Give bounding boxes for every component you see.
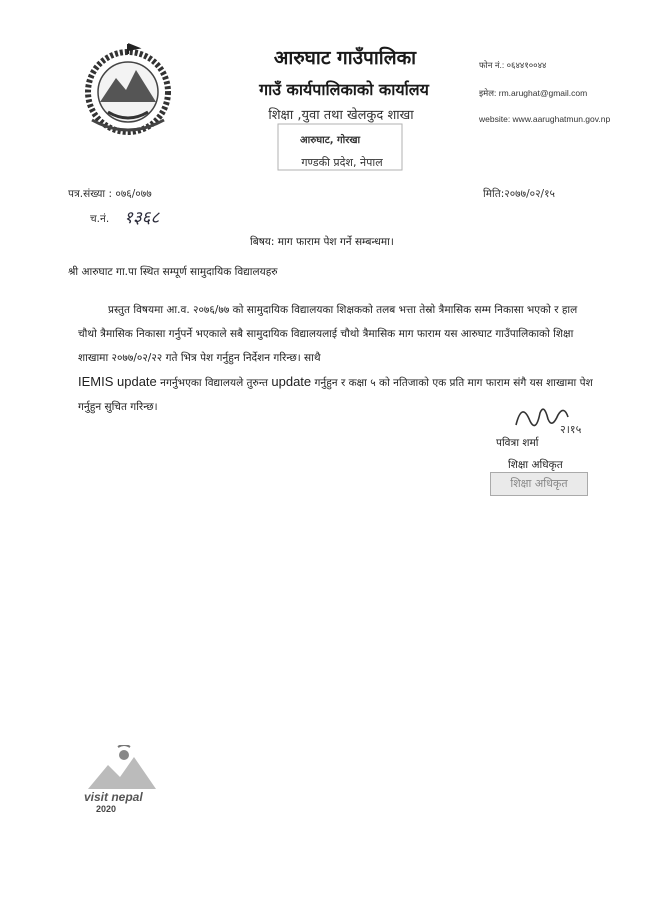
iemis-term: IEMIS update (78, 374, 157, 389)
dispatch-number-value: १३६८ (124, 208, 160, 228)
letter-date: मिति:२०७७/०२/१५ (483, 188, 555, 200)
stamp-text: आरुघाट, गोरखा (300, 135, 361, 146)
visit-nepal-word: visit nepal (84, 790, 143, 804)
body-paragraph-1 (78, 298, 598, 370)
letter-reference-number: पत्र.संख्या : ०७६/०७७ (68, 188, 152, 200)
letter-addressee: श्री आरुघाट गा.पा स्थित सम्पूर्ण सामुदायिक विद्यालयहरु (68, 266, 278, 278)
office-subtitle: गाउँ कार्यपालिकाको कार्यालय (259, 80, 429, 99)
office-address: गण्डकी प्रदेश, नेपाल (301, 156, 383, 169)
signatory-title: शिक्षा अधिकृत (508, 459, 563, 471)
dispatch-number-label: च.नं. (90, 213, 110, 225)
office-name: आरुघाट गाउँपालिका (273, 47, 417, 69)
designation-stamp: शिक्षा अधिकृत (490, 472, 588, 496)
visit-nepal-logo (78, 745, 174, 815)
phone-number: फोन नं.: ०६४४१००४४ (479, 60, 547, 70)
signature-date: २।१५ (560, 423, 582, 436)
body-text-3: गर्नुहुन र कक्षा ५ को नतिजाको एक प्रति माग फाराम संगै यस शाखामा पेश गर्नुहुन सुचित गरिन्छ। (78, 377, 593, 413)
visit-nepal-year: 2020 (96, 804, 117, 814)
government-emblem-logo (78, 40, 178, 140)
body-text-1: प्रस्तुत विषयमा आ.व. २०७६/७७ को सामुदायिक विद्यालयका शिक्षकको तलब भत्ता तेस्रो त्रैमासिक सम्म निकासा भएको र हाल चौथो त्रैमासिक निकासा गर्नुपर्ने भएकाले सबै सामुदायिक विद्यालयलाई चौथो त्रैमासिक माग फाराम यस आरुघाट गाउँपालिकाको शिक्षा शाखामा २०७७/०२/२२ गते भित्र पेश गर्नुहुन निर्देशन गरिन्छ। साथै (78, 304, 578, 364)
body-text-2: नगर्नुभएका विद्यालयले तुरुन्त (156, 377, 272, 389)
website-address: website: www.aarughatmun.gov.np (479, 114, 611, 124)
signatory-name: पवित्रा शर्मा (496, 437, 539, 449)
letter-subject: बिषय: माग फाराम पेश गर्ने सम्बन्धमा। (250, 236, 394, 248)
branch-name: शिक्षा ,युवा तथा खेलकुद शाखा (268, 108, 414, 123)
update-term: update (271, 374, 312, 389)
email-address: इमेल: rm.arughat@gmail.com (479, 88, 588, 98)
